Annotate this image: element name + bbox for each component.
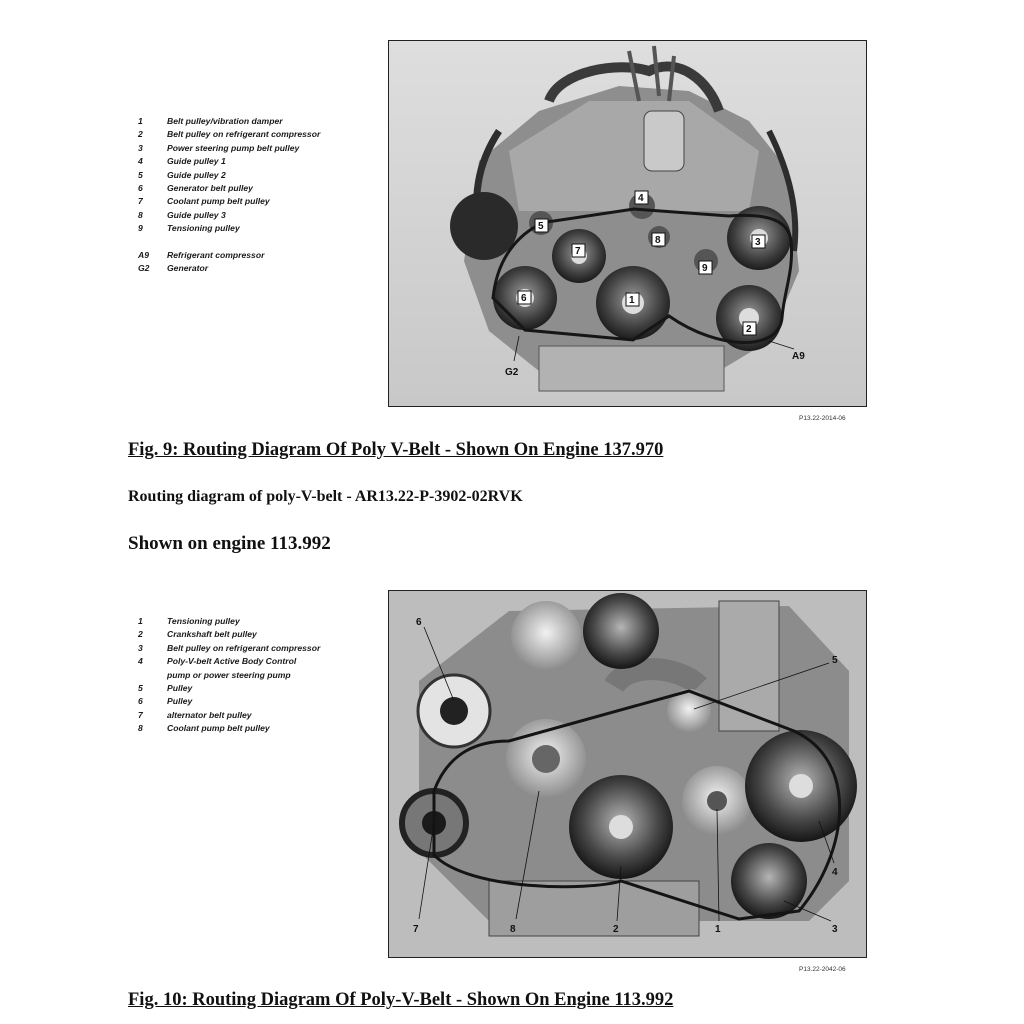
svg-text:5: 5 xyxy=(832,655,838,666)
legend-item: 2 Belt pulley on refrigerant compressor xyxy=(138,129,321,140)
svg-text:7: 7 xyxy=(575,246,581,257)
figure1-caption: Fig. 9: Routing Diagram Of Poly V-Belt - Shown On Engine 137.970 xyxy=(128,440,664,460)
legend-item: 5 Guide pulley 2 xyxy=(138,169,226,180)
legend-item: 8 Guide pulley 3 xyxy=(138,209,226,220)
figure2-caption: Fig. 10: Routing Diagram Of Poly-V-Belt - Shown On Engine 113.992 xyxy=(128,990,674,1010)
svg-text:6: 6 xyxy=(521,293,527,304)
figure2-ref-code: P13.22-2042-06 xyxy=(799,966,846,973)
svg-text:2: 2 xyxy=(746,324,752,335)
svg-text:8: 8 xyxy=(655,235,661,246)
svg-text:9: 9 xyxy=(702,263,708,274)
svg-text:5: 5 xyxy=(538,221,544,232)
engine-113-photo xyxy=(388,590,867,958)
svg-text:3: 3 xyxy=(755,237,761,248)
legend-item: A9 Refrigerant compressor xyxy=(138,249,265,260)
legend-item: 3 Power steering pump belt pulley xyxy=(138,142,300,153)
svg-text:1: 1 xyxy=(629,295,635,306)
svg-text:1: 1 xyxy=(715,924,721,935)
figure2-legend xyxy=(138,615,320,736)
legend-item: 3 Belt pulley on refrigerant compressor xyxy=(138,642,321,653)
legend-item: G2 Generator xyxy=(138,263,209,274)
legend-item: 6 Generator belt pulley xyxy=(138,183,253,194)
svg-text:A9: A9 xyxy=(792,351,805,362)
section-heading: Routing diagram of poly-V-belt - AR13.22-P-3902-02RVK xyxy=(128,488,523,505)
legend-item: 5 Pulley xyxy=(138,683,193,694)
svg-text:6: 6 xyxy=(416,617,422,628)
legend-item: 7 Coolant pump belt pulley xyxy=(138,196,270,207)
engine-137-photo xyxy=(388,40,867,407)
legend-item: 6 Pulley xyxy=(138,696,193,707)
svg-text:G2: G2 xyxy=(505,367,519,378)
section-subheading: Shown on engine 113.992 xyxy=(128,533,331,554)
legend-item: 7 alternator belt pulley xyxy=(138,709,252,720)
legend-item: 1 Tensioning pulley xyxy=(138,616,240,626)
svg-text:3: 3 xyxy=(832,924,838,935)
legend-item: 4 Guide pulley 1 xyxy=(138,156,226,167)
legend-item: 2 Crankshaft belt pulley xyxy=(138,629,257,640)
svg-text:4: 4 xyxy=(832,867,838,878)
svg-text:4: 4 xyxy=(638,193,644,204)
figure1-ref-code: P13.22-2014-06 xyxy=(799,415,846,422)
svg-text:7: 7 xyxy=(413,924,419,935)
legend-item: 8 Coolant pump belt pulley xyxy=(138,723,270,734)
legend-item: 9 Tensioning pulley xyxy=(138,223,240,234)
svg-text:8: 8 xyxy=(510,924,516,935)
figure1-legend xyxy=(138,115,320,275)
legend-item: pump or power steering pump xyxy=(167,669,291,680)
legend-item: 4 Poly-V-belt Active Body Control xyxy=(138,656,297,667)
legend-item: 1 Belt pulley/vibration damper xyxy=(138,116,283,126)
svg-text:2: 2 xyxy=(613,924,619,935)
